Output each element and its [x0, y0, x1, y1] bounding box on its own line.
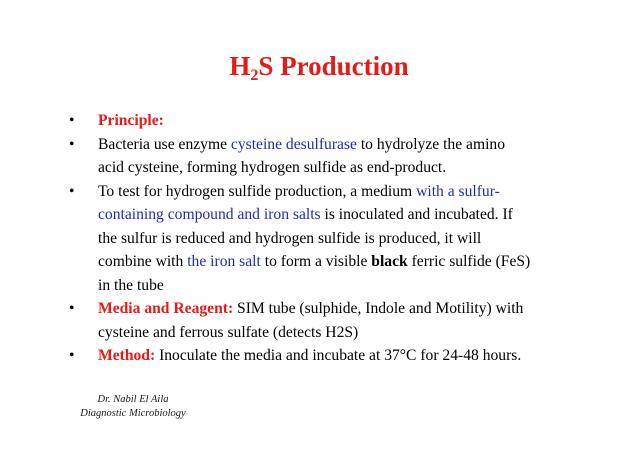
footer-author: Dr. Nabil El Aila [97, 394, 169, 405]
bullet-principle [66, 109, 586, 133]
media-text-1: SIM tube (sulphide, Indole and Motility) with [233, 300, 524, 317]
bullet-dot: • [69, 112, 75, 129]
bullet-method [66, 344, 586, 368]
title-subscript: 2 [250, 67, 259, 84]
bullet-media [66, 297, 586, 344]
test-line-3: the sulfur is reduced and hydrogen sulfide is produced, it will [98, 229, 482, 247]
enzyme-text-a: Bacteria use enzyme [98, 135, 231, 153]
test-bold-black: black [371, 253, 408, 270]
media-line-2: cysteine and ferrous sulfate (detects H2S) [98, 323, 359, 341]
test-text-c: combine with [98, 253, 188, 270]
test-line-5: in the tube [98, 276, 164, 294]
test-text-e: ferric sulfide (FeS) [407, 253, 531, 270]
title-prefix: H [229, 51, 251, 81]
bullet-test [66, 180, 586, 298]
enzyme-name: cysteine desulfurase [230, 135, 357, 153]
test-text-a: To test for hydrogen sulfide production, a medium [98, 182, 417, 200]
enzyme-text-b: to hydrolyze the amino [356, 135, 506, 153]
principle-label: Principle: [98, 112, 164, 129]
test-text-d: to form a visible [260, 253, 372, 270]
bullet-dot: • [69, 347, 75, 364]
method-text: Inoculate the media and incubate at 37°C for 24-48 hours. [155, 347, 522, 364]
media-label: Media and Reagent: [98, 300, 234, 317]
bullet-enzyme [66, 133, 586, 180]
bullet-dot: • [69, 182, 75, 200]
enzyme-line-2: acid cysteine, forming hydrogen sulfide as end-product. [98, 159, 447, 176]
method-label: Method: [98, 347, 156, 364]
bullet-dot: • [69, 300, 75, 317]
test-highlight-2: containing compound and iron salts [98, 206, 321, 223]
bullet-list [66, 109, 586, 368]
test-highlight-3: the iron salt [187, 253, 261, 270]
test-highlight-1: with a sulfur- [416, 182, 500, 200]
footer-credit [58, 393, 208, 421]
test-text-b: is inoculated and incubated. If [320, 206, 513, 223]
footer-course: Diagnostic Microbiology [80, 408, 186, 419]
slide-title [0, 50, 638, 82]
title-suffix: S Production [258, 51, 409, 81]
bullet-dot: • [69, 135, 75, 153]
